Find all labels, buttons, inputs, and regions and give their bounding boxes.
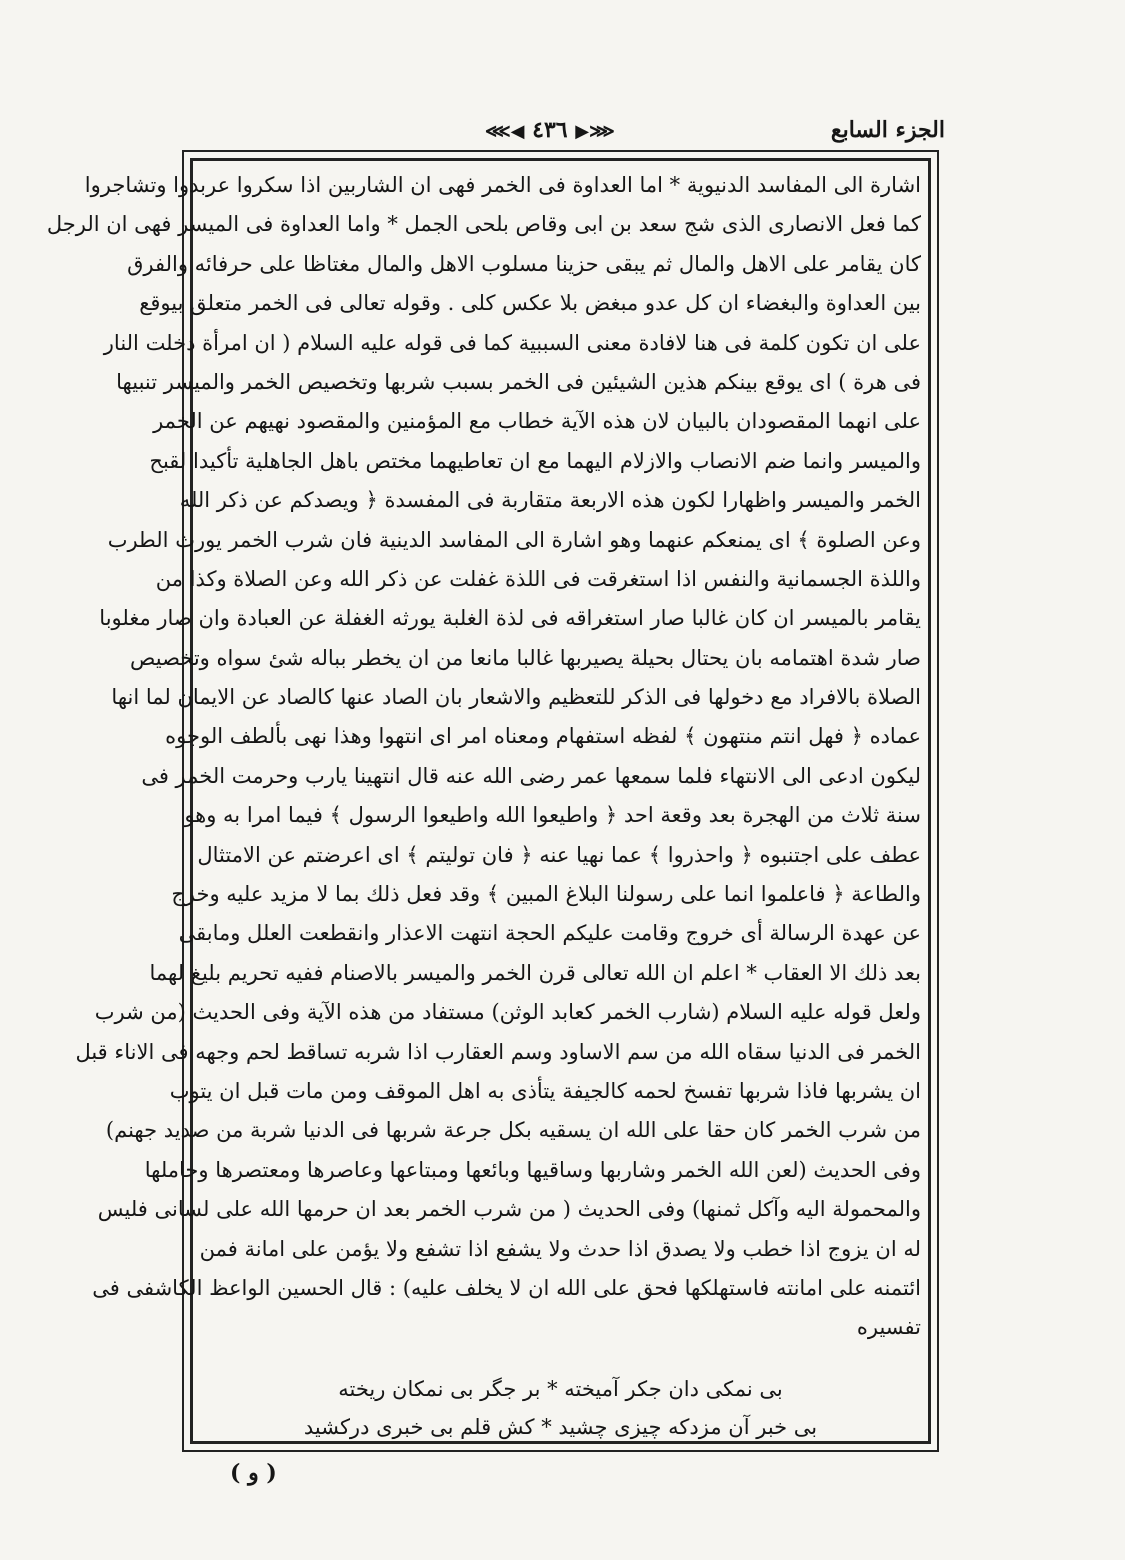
verse-line: بى نمكى دان جكر آميخته * بر جگر بى نمكان ريخته <box>338 1377 783 1401</box>
text-line: عماده ﴿ فهل انتم منتهون ﴾ لفظه استفهام ومعناه امر اى انتهوا وهذا نهى بألطف الوجوه <box>165 724 921 749</box>
text-line: الخمر فى الدنيا سقاه الله من سم الاساود وسم العقارب اذا شربه تساقط لحم وجهه فى الاناء قبل <box>75 1039 921 1064</box>
text-line: من شرب الخمر كان حقا على الله ان يسقيه بكل جرعة شربها فى الدنيا شربة من صديد جهنم) <box>105 1118 921 1143</box>
verse-line: بى خبر آن مزدكه چيزى چشيد * كش قلم بى خبرى دركشيد <box>303 1415 818 1439</box>
text-line: الخمر والميسر واظهارا لكون هذه الاربعة متقاربة فى المفسدة ﴿ ويصدكم عن ذكر الله <box>179 488 921 513</box>
ornament-right: ⋘▶ <box>575 121 615 142</box>
text-line: على انهما المقصودان بالبيان لان هذه الآية خطاب مع المؤمنين والمقصود نهيهم عن الخمر <box>153 409 921 434</box>
text-line: واللذة الجسمانية والنفس اذا استغرقت فى اللذة غفلت عن ذكر الله وعن الصلاة وكذا من <box>155 566 921 591</box>
text-frame <box>46 150 939 1452</box>
text-line: عن عهدة الرسالة أى خروج وقامت عليكم الحجة انتهت الاعذار وانقطعت العلل ومابقى <box>178 921 921 946</box>
text-line: والمحمولة اليه وآكل ثمنها) وفى الحديث ( من شرب الخمر بعد ان حرمها الله على لسانى فليس <box>97 1197 921 1222</box>
volume-label: الجزء السابع <box>830 117 945 143</box>
text-line: كان يقامر على الاهل والمال ثم يبقى حزينا مسلوب الاهل والمال مغتاظا على حرفائه والفرق <box>127 251 921 276</box>
text-line: سنة ثلاث من الهجرة بعد وقعة احد ﴿ واطيعوا الله واطيعوا الرسول ﴾ فيما امرا به وهو <box>184 803 921 828</box>
text-line: صار شدة اهتمامه بان يحتال بحيلة يصيربها غالبا مانعا من ان يخطر بباله شئ سواه وتخصيص <box>130 645 921 670</box>
text-line: ائتمنه على امانته فاستهلكها فحق على الله ان لا يخلف عليه) : قال الحسين الواعظ الكاشفى فى <box>92 1275 921 1300</box>
page-number: ٤٣٦ <box>532 117 568 143</box>
page-number-group <box>485 117 615 143</box>
text-line: الصلاة بالافراد مع دخولها فى الذكر للتعظيم والاشعار بان الصاد عنها كالصاد عن الايمان لما انها <box>111 685 921 710</box>
page-header <box>185 110 945 150</box>
text-line: تفسيره <box>856 1315 921 1340</box>
text-line: فى هرة ) اى يوقع بينكم هذين الشيئين فى الخمر بسبب شربها وتخصيص الخمر والميسر تنبيها <box>116 369 921 394</box>
text-line: على ان تكون كلمة فى هنا لافادة معنى السببية كما فى قوله عليه السلام ( ان امرأة دخلت النار <box>103 330 921 355</box>
text-line: والطاعة ﴿ فاعلموا انما على رسولنا البلاغ المبين ﴾ وقد فعل ذلك بما لا مزيد عليه وخرج <box>171 882 921 907</box>
text-line: يقامر بالميسر ان كان غالبا صار استغراقه فى لذة الغلبة يورثه الغفلة عن العبادة وان صار مغلوبا <box>99 606 921 631</box>
signature-mark: ( و ) <box>230 1460 277 1486</box>
text-line: ليكون ادعى الى الانتهاء فلما سمعها عمر رضى الله عنه قال انتهينا يارب وحرمت الخمر فى <box>141 763 921 788</box>
text-line: ولعل قوله عليه السلام (شارب الخمر كعابد الوثن) مستفاد من هذه الآية وفى الحديث (من شرب <box>94 1000 921 1025</box>
text-line: بعد ذلك الا العقاب * اعلم ان الله تعالى قرن الخمر والميسر بالاصنام ففيه تحريم بليغ لهما <box>149 960 921 985</box>
text-line: كما فعل الانصارى الذى شج سعد بن ابى وقاص بلحى الجمل * واما العداوة فى الميسر فهى ان الرجل <box>46 212 921 237</box>
text-line: ان يشربها فاذا شربها تفسخ لحمه كالجيفة يتأذى به اهل الموقف ومن مات قبل ان يتوب <box>169 1078 921 1103</box>
persian-verse <box>244 1370 877 1446</box>
body-text <box>46 166 921 1348</box>
text-line: والميسر وانما ضم الانصاب والازلام اليهما مع ان تعاطيهما مختص باهل الجاهلية تأكيدا لقبح <box>149 448 921 473</box>
ornament-left: ◀⋙ <box>485 121 525 142</box>
text-line: عطف على اجتنبوه ﴿ واحذروا ﴾ عما نهيا عنه ﴿ فان توليتم ﴾ اى اعرضتم عن الامتثال <box>197 842 921 867</box>
text-line: بين العداوة والبغضاء ان كل عدو مبغض بلا عكس كلى . وقوله تعالى فى الخمر متعلق بيوقع <box>139 291 921 316</box>
text-line: له ان يزوج اذا خطب ولا يصدق اذا حدث ولا يشفع اذا تشفع ولا يؤمن على امانة فمن <box>199 1236 921 1261</box>
text-line: وعن الصلوة ﴾ اى يمنعكم عنهما وهو اشارة الى المفاسد الدينية فان شرب الخمر يورث الطرب <box>107 527 921 552</box>
text-line: اشارة الى المفاسد الدنيوية * اما العداوة فى الخمر فهى ان الشاربين اذا سكروا عربدوا وتشاجروا <box>84 173 921 197</box>
text-line: وفى الحديث (لعن الله الخمر وشاربها وساقيها وبائعها ومبتاعها وعاصرها ومعتصرها وحاملها <box>144 1157 921 1182</box>
